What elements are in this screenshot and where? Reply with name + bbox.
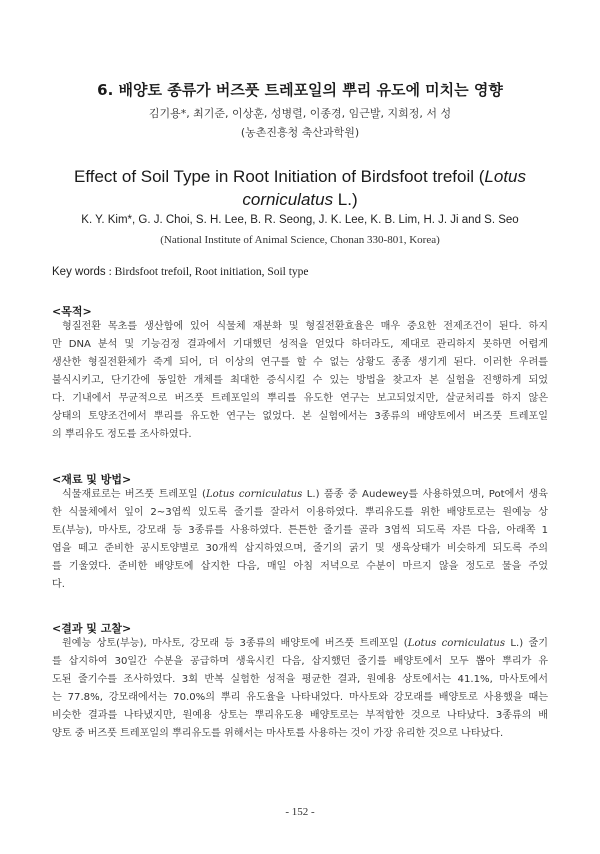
- section-body-methods: [52, 486, 548, 594]
- paragraph-line: [52, 635, 548, 653]
- paragraph-line: 양토 중 버즈풋 트레포일의 뿌리유도를 위해서는 마사토를 사용하는 것이 가장 유리한 것으로 나타났다.: [52, 728, 504, 739]
- english-title-line2: L.): [333, 190, 358, 209]
- korean-title: 6. 배양토 종류가 버즈풋 트레포일의 뿌리 유도에 미치는 영향: [97, 81, 503, 99]
- page-number: - 152 -: [285, 806, 315, 818]
- paragraph-line: 토(부능), 마사토, 강모래 등 3종류를 사용하였다. 튼튼한 줄기를 골라 3엽씩 되도록 자른 다음, 아래쪽 1: [52, 525, 548, 536]
- section-heading-methods: <재료 및 방법>: [52, 473, 132, 486]
- english-title-species: corniculatus: [242, 190, 334, 209]
- paragraph-line: 생산한 형질전환체가 죽게 되어, 더 이상의 연구를 할 수 없는 상황도 종종 생기게 된다. 이러한 우려를: [52, 357, 548, 368]
- section-heading-purpose: <목적>: [52, 305, 92, 318]
- korean-affiliation: (농촌진흥청 축산과학원): [240, 126, 360, 139]
- paragraph-line: 도된 줄기수를 조사하였다. 3회 반복 실험한 성적을 평균한 결과, 원예용 상토에서는 41.1%, 마사토에서: [52, 674, 548, 685]
- paragraph-line: 다.: [52, 579, 65, 590]
- paragraph-line: 는 77.8%, 강모래에서는 70.0%의 뿌리 유도율을 나타내었다. 마사토와 강모래를 배양토로 사용했을 때는: [52, 692, 548, 703]
- text-run: L.) 줄기: [505, 638, 548, 649]
- paragraph-line: 한 식물체에서 잎이 2~3엽씩 있도록 줄기를 잘라서 이용하였다. 뿌리유도를 위한 배양토로는 원예능 상: [52, 507, 548, 518]
- keywords: [52, 266, 552, 278]
- keywords-label: Key words: [52, 266, 106, 278]
- paragraph-line: 엽을 떼고 준비한 공시토양별로 30개씩 삽지하였으며, 줄기의 굵기 및 생육상태가 비슷하게 되도록 주의: [52, 543, 548, 554]
- paragraph-line: 를 기울였다. 준비한 배양토에 삽지한 다음, 매일 아침 저녁으로 수분이 마르지 않을 정도로 물을 주었: [52, 561, 548, 572]
- text-run: 식물재료로는 버즈풋 트레포일 (: [62, 489, 206, 500]
- paragraph-line: 비슷한 결과를 나타냈지만, 원예용 상토는 뿌리유도용 배양토로는 부적합한 것으로 나타났다. 3종류의 배: [52, 710, 548, 721]
- paragraph-line: 상태의 토양조건에서 뿌리를 유도한 연구는 없었다. 본 실험에서는 3종류의 배양토에서 버즈풋 트레포일: [52, 411, 548, 422]
- species-name: Lotus corniculatus: [205, 489, 303, 500]
- english-title-line1: Effect of Soil Type in Root Initiation of Birdsfoot trefoil (: [73, 167, 485, 186]
- english-title-genus: Lotus: [484, 167, 526, 186]
- english-title: [40, 165, 560, 211]
- korean-authors: 김기용*, 최기준, 이상훈, 성병렬, 이종경, 임근발, 지희정, 서 성: [148, 107, 452, 120]
- section-body-results: [52, 635, 548, 743]
- section-body-purpose: [52, 318, 548, 444]
- keywords-separator: :: [105, 266, 115, 278]
- paragraph-line: 형질전환 목초를 생산함에 있어 식물체 재분화 및 형질전환효율은 매우 중요한 전제조건이 된다. 하지: [62, 321, 548, 332]
- english-affiliation: (National Institute of Animal Science, Chonan 330-801, Korea): [160, 234, 440, 246]
- paragraph-line: [52, 486, 548, 504]
- paragraph-line: 만 DNA 분석 및 기능검정 결과에서 기대했던 성적을 얻었다 하더라도, 제대로 관리하지 못하면 어렵게: [52, 339, 548, 350]
- text-run: 원예능 상토(부능), 마사토, 강모래 등 3종류의 배양토에 버즈풋 트레포일 (: [62, 638, 408, 649]
- paragraph-line: 의 뿌리유도 정도를 조사하였다.: [52, 429, 192, 440]
- text-run: L.) 품종 중 Audewey를 사용하였으며, Pot에서 생육: [302, 489, 548, 500]
- paragraph-line: 다. 기내에서 무균적으로 버즈풋 트레포일의 뿌리를 유도한 연구는 보고되었지만, 살균처리를 하지 않은: [52, 393, 548, 404]
- species-name: Lotus corniculatus: [407, 638, 506, 649]
- english-authors: K. Y. Kim*, G. J. Choi, S. H. Lee, B. R. Seong, J. K. Lee, K. B. Lim, H. J. Ji and S. Seo: [81, 214, 519, 226]
- paragraph-line: 를 삽지하여 30일간 수분을 공급하며 생육시킨 다음, 삽지했던 줄기를 배양토에서 모두 뽑아 뿌리가 유: [52, 656, 548, 667]
- section-heading-results: <결과 및 고찰>: [52, 622, 132, 635]
- paragraph-line: 불식시키고, 단기간에 동일한 개체를 최대한 증식시킬 수 있는 방법을 찾고자 본 실험을 진행하게 되었: [52, 375, 548, 386]
- keywords-value: Birdsfoot trefoil, Root initiation, Soil type: [114, 266, 309, 278]
